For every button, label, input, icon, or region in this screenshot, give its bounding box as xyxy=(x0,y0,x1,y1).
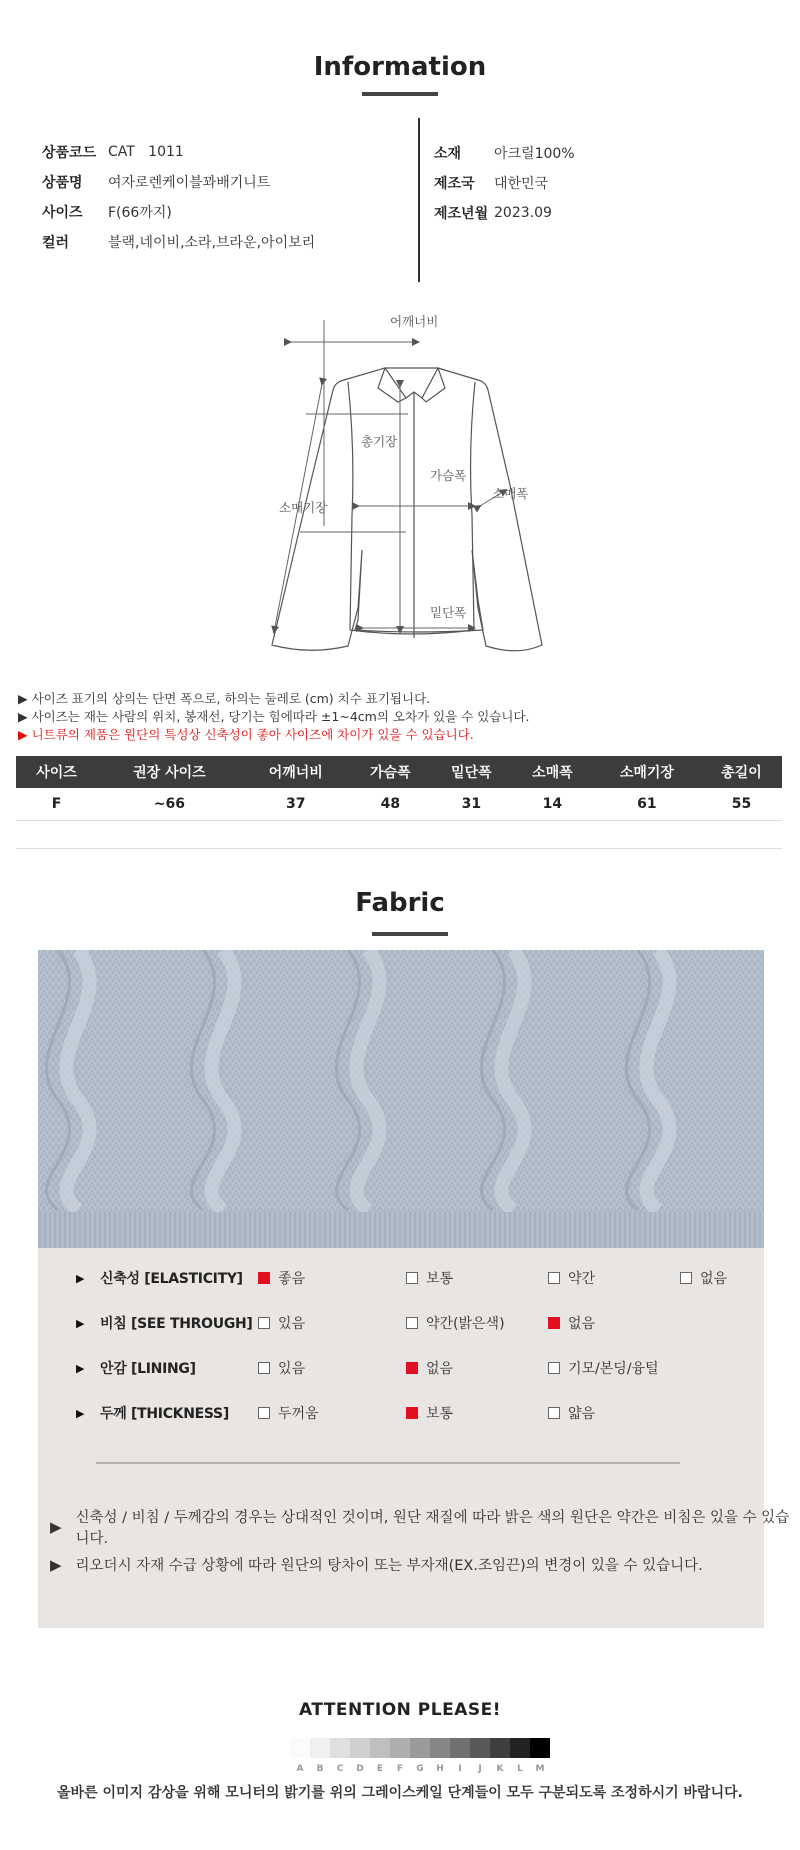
checkbox xyxy=(406,1317,418,1329)
checkbox-checked xyxy=(406,1362,418,1374)
checkbox xyxy=(548,1272,560,1284)
option: 얇음 xyxy=(548,1403,595,1423)
checkbox xyxy=(548,1407,560,1419)
fabric-title: Fabric xyxy=(355,888,445,918)
arrow-icon: ▶ xyxy=(50,1555,62,1574)
section-divider xyxy=(16,848,782,849)
grayscale-swatch xyxy=(310,1738,330,1758)
col-recommended: 권장 사이즈 xyxy=(97,756,242,788)
grayscale-swatch xyxy=(370,1738,390,1758)
attention-title: ATTENTION PLEASE! xyxy=(299,1700,501,1720)
option: 보통 xyxy=(406,1403,453,1423)
arrow-icon: ▶ xyxy=(76,1316,85,1330)
label-shoulder: 어깨너비 xyxy=(390,314,439,329)
checkbox xyxy=(258,1317,270,1329)
information-title: Information xyxy=(313,52,487,82)
info-right-column xyxy=(434,138,575,228)
checkbox xyxy=(548,1362,560,1374)
fabric-row-thickness: ▶ 두께 [THICKNESS] 두꺼움 보통 얇음 xyxy=(38,1398,764,1428)
option: 두꺼움 xyxy=(258,1403,319,1423)
option: 약간(밝은색) xyxy=(406,1313,505,1333)
info-row-size: 사이즈 F(66까지) xyxy=(42,205,172,221)
grayscale-swatch xyxy=(470,1738,490,1758)
info-row-product-code: 상품코드 CAT 1011 xyxy=(42,144,184,161)
arrow-icon: ▶ xyxy=(50,1518,62,1536)
grayscale-swatch xyxy=(350,1738,370,1758)
fabric-row-lining: ▶ 안감 [LINING] 있음 없음 기모/본딩/융털 xyxy=(38,1353,764,1383)
fabric-row-see-through: ▶ 비침 [SEE THROUGH] 있음 약간(밝은색) 없음 xyxy=(38,1308,764,1338)
grayscale-swatch xyxy=(530,1738,550,1758)
label-chest: 가슴폭 xyxy=(430,468,467,483)
grayscale-letters: A B C D E F G H I J K L M xyxy=(296,1764,545,1774)
size-table-header xyxy=(16,756,782,788)
fabric-row-elasticity: ▶ 신축성 [ELASTICITY] 좋음 보통 약간 없음 xyxy=(38,1263,764,1293)
grayscale-bar xyxy=(290,1738,550,1758)
grayscale-swatch xyxy=(290,1738,310,1758)
grayscale-swatch xyxy=(510,1738,530,1758)
label-sleeve-width: 소매폭 xyxy=(492,486,529,501)
checkbox xyxy=(258,1362,270,1374)
option: 있음 xyxy=(258,1358,305,1378)
grayscale-swatch xyxy=(450,1738,470,1758)
grayscale-swatch xyxy=(490,1738,510,1758)
note-line-warning: ▶ 니트류의 제품은 원단의 특성상 신축성이 좋아 사이즈에 차이가 있을 수 있습니다. xyxy=(18,727,474,742)
size-notes xyxy=(18,690,530,744)
col-sleeve-width: 소매폭 xyxy=(512,756,593,788)
col-size: 사이즈 xyxy=(16,756,97,788)
option: 기모/본딩/융털 xyxy=(548,1358,659,1378)
col-total-length: 총길이 xyxy=(701,756,782,788)
checkbox-checked xyxy=(548,1317,560,1329)
col-sleeve-length: 소매기장 xyxy=(593,756,701,788)
attention-note: 올바른 이미지 감상을 위해 모니터의 밝기를 위의 그레이스케일 단계들이 모두 구분되도록 조정하시기 바랍니다. xyxy=(57,1785,743,1801)
info-row-product-name: 상품명 여자로렌케이블꽈배기니트 xyxy=(42,175,271,191)
option: 없음 xyxy=(406,1358,453,1378)
note-line: ▶ 사이즈는 재는 사람의 위치, 봉재선, 당기는 힘에따라 ±1~4cm의 오차가 있을 수 있습니다. xyxy=(18,709,530,724)
grayscale-swatch xyxy=(430,1738,450,1758)
option: 있음 xyxy=(258,1313,305,1333)
label-sleeve-length: 소매기장 xyxy=(279,500,328,515)
option: 보통 xyxy=(406,1268,453,1288)
option: 좋음 xyxy=(258,1268,305,1288)
size-table xyxy=(16,756,782,821)
title-underline xyxy=(372,932,448,936)
grayscale-swatch xyxy=(330,1738,350,1758)
fabric-knit-photo xyxy=(38,950,764,1250)
checkbox xyxy=(680,1272,692,1284)
info-left-column xyxy=(42,137,315,257)
label-hem: 밑단폭 xyxy=(430,605,467,620)
option: 없음 xyxy=(548,1313,595,1333)
fabric-note: ▶ 신축성 / 비침 / 두께감의 경우는 상대적인 것이며, 원단 재질에 따라 밝은 색의 원단은 약간은 비침은 있을 수 있습니다. xyxy=(50,1510,790,1547)
arrow-icon: ▶ xyxy=(76,1271,85,1285)
checkbox xyxy=(406,1272,418,1284)
fabric-note: ▶ 리오더시 자재 수급 상황에 따라 원단의 탕차이 또는 부자재(EX.조임끈)의 변경이 있을 수 있습니다. xyxy=(50,1555,703,1574)
info-row-manufacture-date: 제조년월 2023.09 xyxy=(434,205,552,222)
option: 없음 xyxy=(680,1268,727,1288)
grayscale-swatch xyxy=(410,1738,430,1758)
grayscale-swatch xyxy=(390,1738,410,1758)
checkbox-checked xyxy=(258,1272,270,1284)
fabric-divider xyxy=(96,1462,680,1464)
arrow-icon: ▶ xyxy=(76,1361,85,1375)
info-divider xyxy=(418,118,420,282)
col-shoulder: 어깨너비 xyxy=(242,756,350,788)
info-row-color: 컬러 블랙,네이비,소라,브라운,아이보리 xyxy=(42,235,316,251)
checkbox xyxy=(258,1407,270,1419)
info-row-material: 소재 아크릴100% xyxy=(434,146,575,162)
arrow-icon: ▶ xyxy=(76,1406,85,1420)
label-length: 총기장 xyxy=(361,434,398,449)
col-hem: 밑단폭 xyxy=(431,756,512,788)
checkbox-checked xyxy=(406,1407,418,1419)
info-row-country: 제조국 대한민국 xyxy=(434,176,549,192)
note-line: ▶ 사이즈 표기의 상의는 단면 폭으로, 하의는 둘레로 (cm) 치수 표기됩니다. xyxy=(18,691,431,706)
table-row: F ~66 37 48 31 14 61 55 xyxy=(16,788,782,820)
col-chest: 가슴폭 xyxy=(350,756,431,788)
option: 약간 xyxy=(548,1268,595,1288)
title-underline xyxy=(362,92,438,96)
